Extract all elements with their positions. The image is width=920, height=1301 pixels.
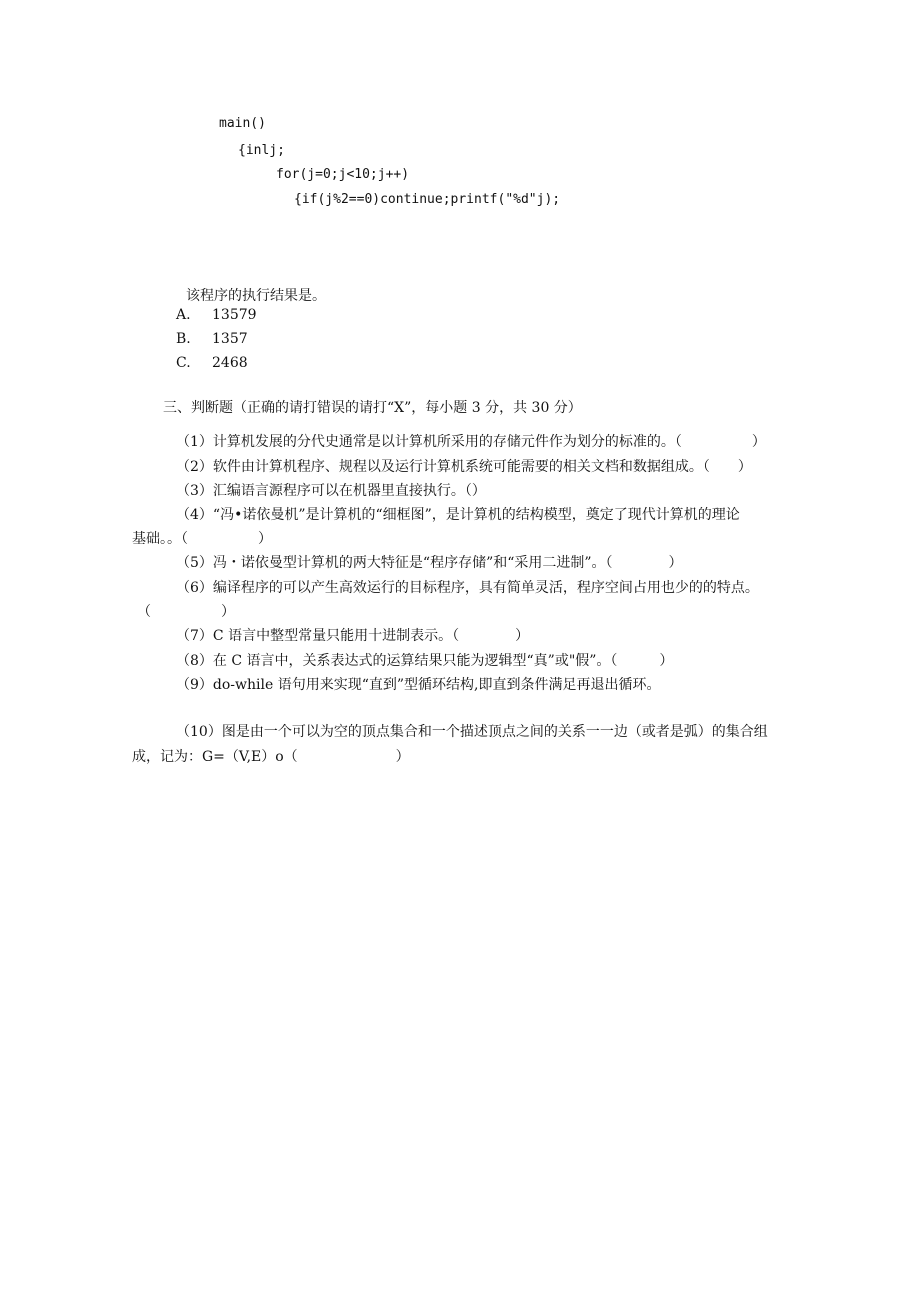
judge-item-8: （8）在 C 语言中，关系表达式的运算结果只能为逻辑型“真”或"假”。（ ） xyxy=(176,653,674,669)
option-c xyxy=(176,353,248,373)
judge-item-3: （3）汇编语言源程序可以在机器里直接执行。（） xyxy=(176,483,486,499)
judge-item-7: （7）C 语言中整型常量只能用十进制表示。（ ） xyxy=(176,628,530,644)
option-c-letter: C. xyxy=(176,355,191,371)
option-a-letter: A. xyxy=(176,307,191,323)
code-line-for: for(j=0;j<10;j++) xyxy=(276,167,410,182)
judge-item-2: （2）软件由计算机程序、规程以及运行计算机系统可能需要的相关文档和数据组成。（ ） xyxy=(176,459,752,475)
judge-item-5: （5）冯・诺依曼型计算机的两大特征是“程序存储”和“采用二进制”。（ ） xyxy=(176,555,683,571)
code-line-if: {if(j%2==0)continue;printf("%d"j); xyxy=(294,192,561,207)
judge-item-4-cont: 基础。。（ ） xyxy=(132,531,272,547)
option-b-letter: B. xyxy=(176,331,191,347)
option-a xyxy=(176,305,257,325)
judge-item-4: （4）“冯•诺依曼机”是计算机的“细框图”，是计算机的结构模型，奠定了现代计算机的理论 xyxy=(176,507,740,523)
section-heading: 三、判断题（正确的请打错误的请打“X”，每小题 3 分，共 30 分） xyxy=(163,400,582,416)
option-b xyxy=(176,329,248,349)
code-line-decl: {inlj; xyxy=(238,143,285,158)
question-prompt: 该程序的执行结果是。 xyxy=(186,288,326,304)
option-a-text: 13579 xyxy=(212,307,257,323)
judge-item-1: （1）计算机发展的分代史通常是以计算机所采用的存储元件作为划分的标准的。（ ） xyxy=(176,434,766,450)
code-line-main: main() xyxy=(219,116,266,131)
judge-item-9: （9）do-while 语句用来实现“直到”型循环结构,即直到条件满足再退出循环。 xyxy=(176,677,661,693)
option-b-text: 1357 xyxy=(212,331,248,347)
judge-item-10: （10）图是由一个可以为空的顶点集合和一个描述顶点之间的关系一一边（或者是弧）的集合组 xyxy=(176,724,768,740)
judge-item-10-cont: 成，记为：G=（V,E）o（ ） xyxy=(132,749,410,765)
judge-item-6-cont: （ ） xyxy=(137,604,235,620)
option-c-text: 2468 xyxy=(212,355,248,371)
judge-item-6: （6）编译程序的可以产生高效运行的目标程序，具有简单灵活，程序空间占用也少的的特点。 xyxy=(176,580,759,596)
